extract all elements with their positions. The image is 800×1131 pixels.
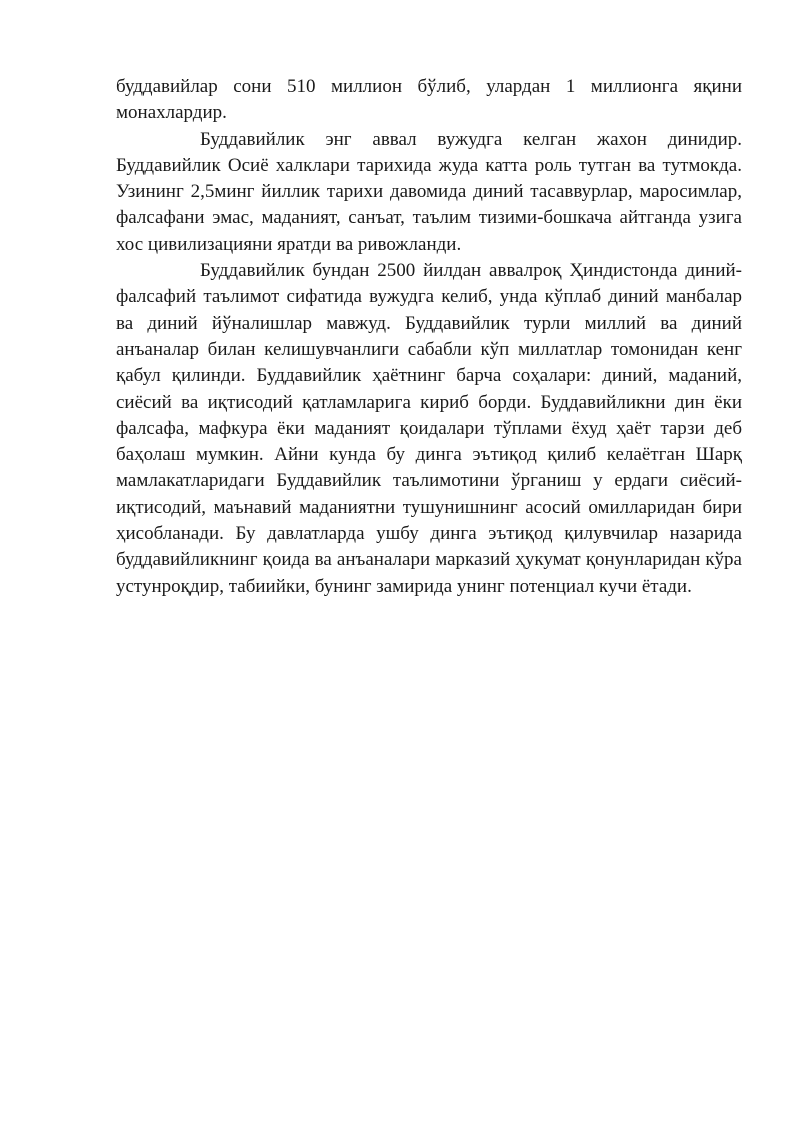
paragraph-3: Буддавийлик бундан 2500 йилдан аввалроқ Ҳиндистонда диний-фалсафий таълимот сифатида вужудга келиб, унда кўплаб диний манбалар ва диний йўналишлар мавжуд. Буддавийлик турли миллий ва диний анъаналар билан келишувчанлиги сабабли кўп миллатлар томонидан кенг қабул қилинди. Буддавийлик ҳаётнинг барча соҳалари: диний, маданий, сиёсий ва иқтисодий қатламларига кириб борди. Буддавийликни дин ёки фалсафа, мафкура ёки маданият қоидалари тўплами ёхуд ҳаёт тарзи деб баҳолаш мумкин. Айни кунда бу динга эътиқод қилиб келаётган Шарқ мамлакатларидаги Буддавийлик таълимотини ўрганиш у ердаги сиёсий-иқтисодий, маънавий маданиятни тушунишнинг асосий омилларидан бири ҳисобланади. Бу давлатларда ушбу динга эътиқод қилувчилар назарида буддавийликнинг қоида ва анъаналари марказий ҳукумат қонунларидан кўра устунроқдир, табиийки, бунинг замирида унинг потенциал кучи ётади. xyxy=(116,260,742,597)
paragraph-2: Буддавийлик энг аввал вужудга келган жахон динидир. Буддавийлик Осиё халклари тарихида жуда катта роль тутган ва тутмокда. Узининг 2,5минг йиллик тарихи давомида диний тасаввурлар, маросимлар, фалсафани эмас, маданият, санъат, таълим тизими-бошкача айтганда узига хос цивилизацияни яратди ва ривожланди. xyxy=(116,128,742,255)
paragraph-1: буддавийлар сони 510 миллион бўлиб, улардан 1 миллионга яқини монахлардир. xyxy=(116,76,742,124)
body-text xyxy=(116,74,742,600)
